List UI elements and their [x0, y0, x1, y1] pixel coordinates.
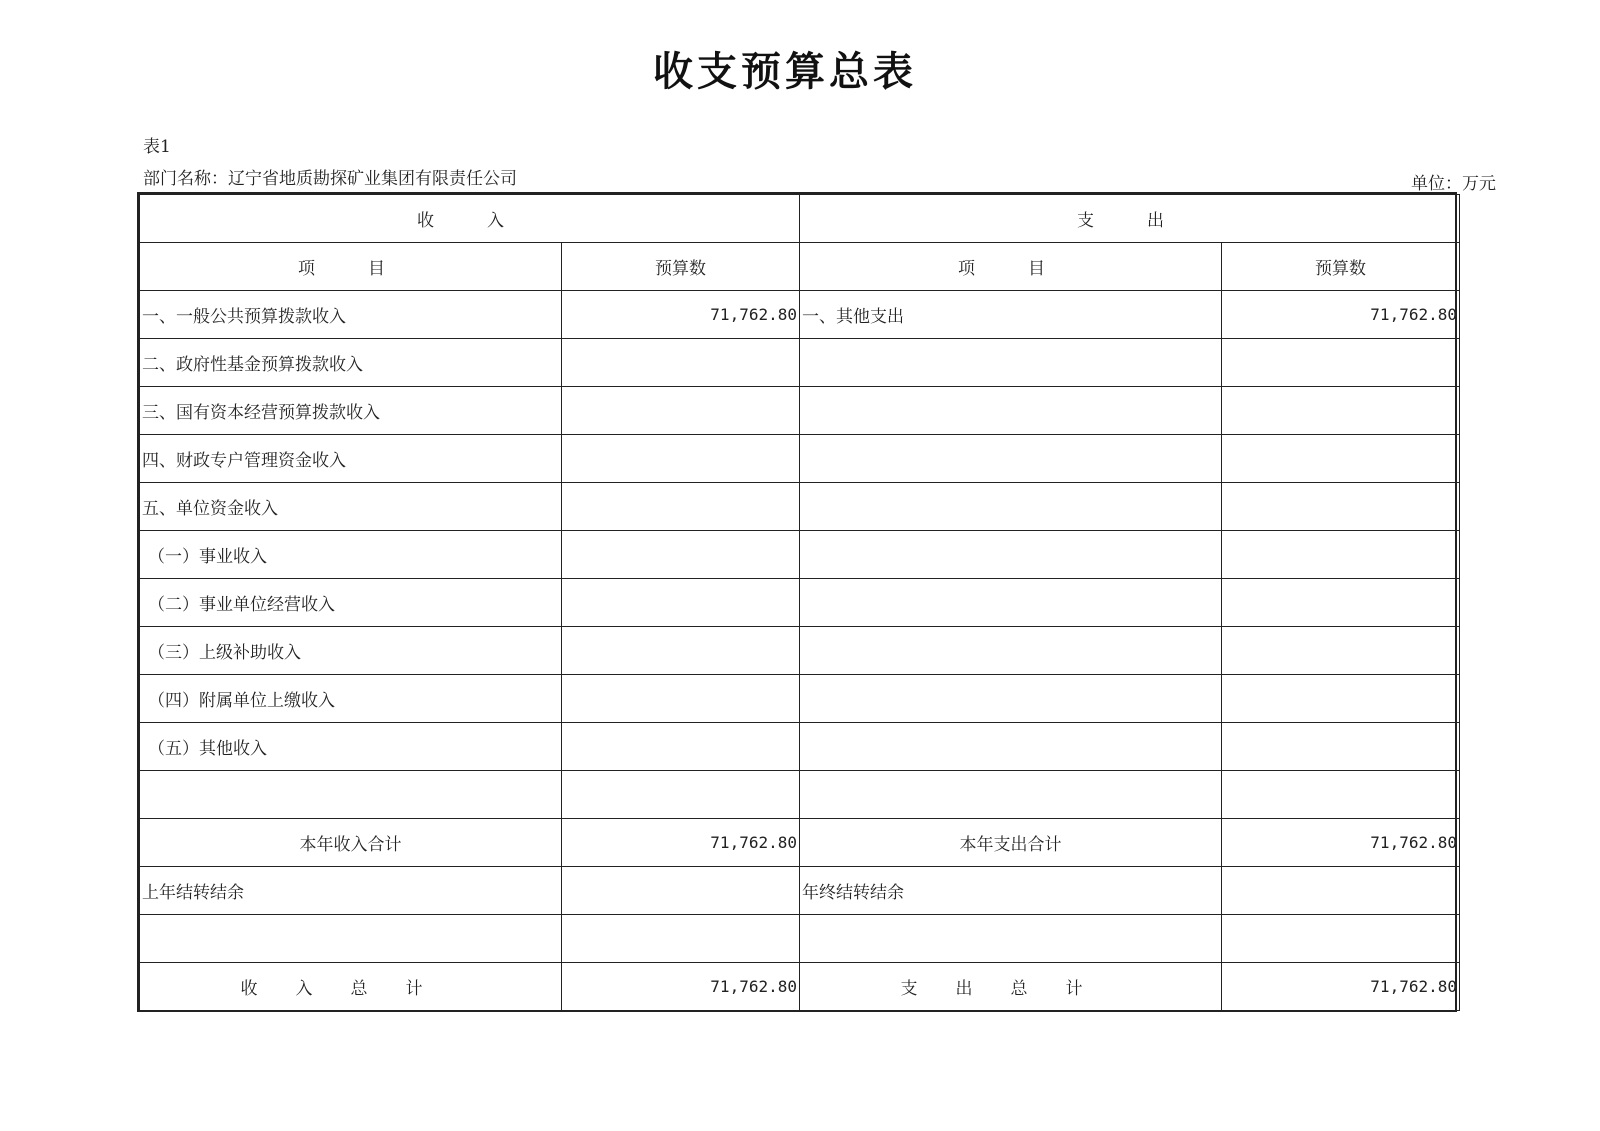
income-grand-total-label: 收入总计: [140, 963, 562, 1011]
income-item: （三）上级补助收入: [140, 627, 562, 675]
income-value: [562, 675, 800, 723]
expense-year-total-label: 本年支出合计: [800, 819, 1222, 867]
expense-value: 71,762.80: [1222, 291, 1460, 339]
expense-item: [800, 483, 1222, 531]
table-row: [140, 339, 1460, 387]
grand-total-row: [140, 963, 1460, 1011]
expense-item: [800, 531, 1222, 579]
income-value: 71,762.80: [562, 291, 800, 339]
blank-cell: [562, 915, 800, 963]
income-grand-total-value: 71,762.80: [562, 963, 800, 1011]
expense-item-header: 项 目: [800, 243, 1222, 291]
expense-value: [1222, 675, 1460, 723]
income-item: 四、财政专户管理资金收入: [140, 435, 562, 483]
expense-value: [1222, 483, 1460, 531]
expense-item: [800, 627, 1222, 675]
blank-cell: [1222, 915, 1460, 963]
blank-row: [140, 915, 1460, 963]
blank-cell: [800, 915, 1222, 963]
expense-value: [1222, 579, 1460, 627]
income-carryover-value: [562, 867, 800, 915]
table-number: 表1: [143, 137, 171, 157]
table-row: [140, 675, 1460, 723]
income-carryover-label: 上年结转结余: [140, 867, 562, 915]
expense-value: [1222, 339, 1460, 387]
table-row: [140, 483, 1460, 531]
income-item: （二）事业单位经营收入: [140, 579, 562, 627]
income-item: 一、一般公共预算拨款收入: [140, 291, 562, 339]
expense-grand-total-value: 71,762.80: [1222, 963, 1460, 1011]
table-row: [140, 579, 1460, 627]
expense-item: [800, 579, 1222, 627]
expense-header: 支 出: [800, 195, 1460, 243]
table-row: [140, 435, 1460, 483]
department-name: 部门名称：辽宁省地质勘探矿业集团有限责任公司: [143, 169, 517, 189]
expense-budget-header: 预算数: [1222, 243, 1460, 291]
expense-item: [800, 339, 1222, 387]
table-row: [140, 723, 1460, 771]
income-item: （一）事业收入: [140, 531, 562, 579]
unit-label: 单位：万元: [1411, 174, 1496, 194]
expense-grand-total-label: 支出总计: [800, 963, 1222, 1011]
expense-item: [800, 435, 1222, 483]
table-row: [140, 627, 1460, 675]
income-year-total-value: 71,762.80: [562, 819, 800, 867]
income-value: [562, 579, 800, 627]
table-row: [140, 531, 1460, 579]
page-title: 收支预算总表: [653, 48, 917, 95]
table-row: [140, 771, 1460, 819]
income-item: （五）其他收入: [140, 723, 562, 771]
carryover-row: [140, 867, 1460, 915]
expense-item: 一、其他支出: [800, 291, 1222, 339]
income-item: 五、单位资金收入: [140, 483, 562, 531]
expense-carryover-label: 年终结转结余: [800, 867, 1222, 915]
expense-value: [1222, 435, 1460, 483]
expense-item: [800, 675, 1222, 723]
income-budget-header: 预算数: [562, 243, 800, 291]
income-value: [562, 435, 800, 483]
income-item: （四）附属单位上缴收入: [140, 675, 562, 723]
income-year-total-label: 本年收入合计: [140, 819, 562, 867]
section-header-row: [140, 195, 1460, 243]
expense-item: [800, 723, 1222, 771]
column-header-row: [140, 243, 1460, 291]
expense-item: [800, 771, 1222, 819]
income-value: [562, 771, 800, 819]
income-item: 二、政府性基金预算拨款收入: [140, 339, 562, 387]
income-value: [562, 387, 800, 435]
expense-value: [1222, 627, 1460, 675]
income-value: [562, 627, 800, 675]
income-value: [562, 339, 800, 387]
income-header: 收 入: [140, 195, 800, 243]
expense-item: [800, 387, 1222, 435]
income-item: 三、国有资本经营预算拨款收入: [140, 387, 562, 435]
blank-cell: [140, 915, 562, 963]
table-row: [140, 291, 1460, 339]
income-value: [562, 723, 800, 771]
income-item-header: 项 目: [140, 243, 562, 291]
expense-value: [1222, 387, 1460, 435]
expense-value: [1222, 531, 1460, 579]
income-value: [562, 531, 800, 579]
expense-value: [1222, 771, 1460, 819]
year-total-row: [140, 819, 1460, 867]
table-row: [140, 387, 1460, 435]
budget-table: [137, 192, 1457, 1012]
expense-carryover-value: [1222, 867, 1460, 915]
income-value: [562, 483, 800, 531]
income-item: [140, 771, 562, 819]
expense-year-total-value: 71,762.80: [1222, 819, 1460, 867]
expense-value: [1222, 723, 1460, 771]
